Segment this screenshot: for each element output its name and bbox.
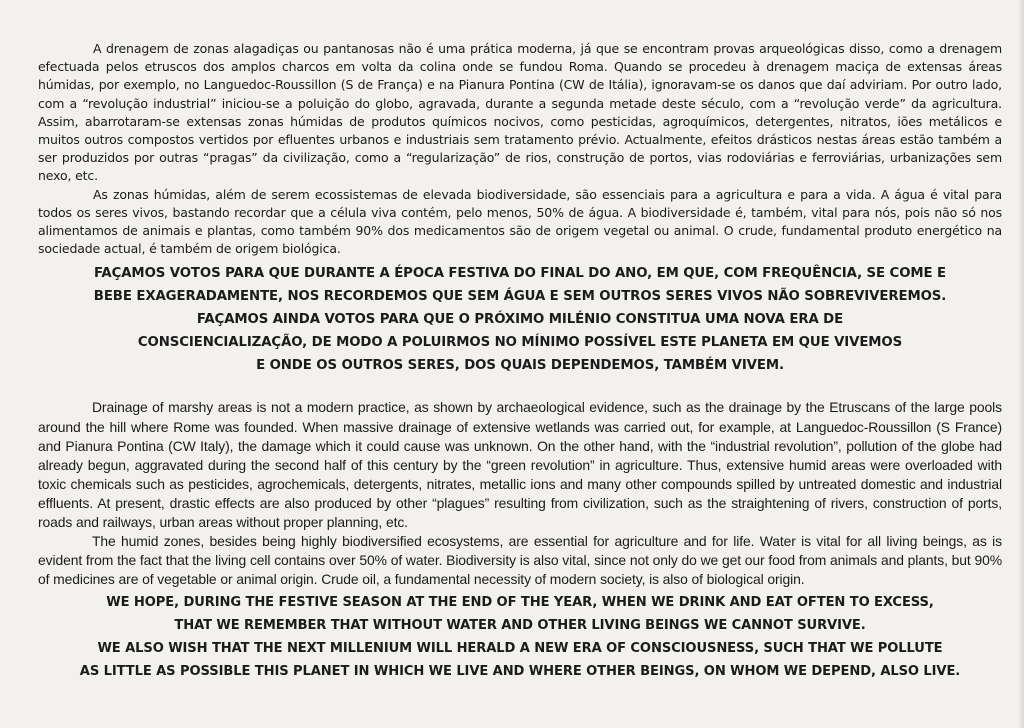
portuguese-text bbox=[38, 40, 1002, 258]
portuguese-paragraph-2: As zonas húmidas, além de serem ecossistemas de elevada biodiversidade, são essenciais para a agricultura e para a vida. A água é vital para todos os seres vivos, bastando recordar que a célula viva contém, pelo menos, 50% de água. A biodiversidade é, também, vital para nós, pois não só nos alimentamos de animais e plantas, como também 90% dos medicamentos são de origem vegetal ou animal. O crude, fundamental produto energético na sociedade actual, é também de origem biológica. bbox=[38, 186, 1002, 257]
portuguese-closing-line: FAÇAMOS AINDA VOTOS PARA QUE O PRÓXIMO MILÉNIO CONSTITUA UMA NOVA ERA DE bbox=[196, 312, 844, 328]
paper-edge bbox=[1018, 0, 1024, 728]
portuguese-closing-line: BEBE EXAGERADAMENTE, NOS RECORDEMOS QUE SEM ÁGUA E SEM OUTROS SERES VIVOS NÃO SOBREVIVEREMOS. bbox=[93, 289, 947, 305]
english-closing-line: AS LITTLE AS POSSIBLE THIS PLANET IN WHICH WE LIVE AND WHERE OTHER BEINGS, ON WHOM WE DEPEND, ALSO LIVE. bbox=[79, 664, 961, 680]
english-closing-line: WE ALSO WISH THAT THE NEXT MILLENIUM WILL HERALD A NEW ERA OF CONSCIOUSNESS, SUCH THAT WE POLLUTE bbox=[97, 641, 943, 657]
portuguese-closing-message bbox=[38, 262, 1002, 377]
portuguese-closing-line: E ONDE OS OUTROS SERES, DOS QUAIS DEPENDEMOS, TAMBÉM VIVEM. bbox=[256, 358, 784, 374]
english-closing-line: WE HOPE, DURING THE FESTIVE SEASON AT THE END OF THE YEAR, WHEN WE DRINK AND EAT OFTEN TO EXCESS, bbox=[106, 595, 934, 611]
english-closing-line: THAT WE REMEMBER THAT WITHOUT WATER AND OTHER LIVING BEINGS WE CANNOT SURVIVE. bbox=[174, 618, 866, 634]
portuguese-closing-line: FAÇAMOS VOTOS PARA QUE DURANTE A ÉPOCA FESTIVA DO FINAL DO ANO, EM QUE, COM FREQUÊNCIA, SE COME E bbox=[93, 266, 947, 282]
portuguese-paragraph-1: A drenagem de zonas alagadiças ou pantanosas não é uma prática moderna, já que se encontram provas arqueológicas disso, como a drenagem efectuada pelos etruscos dos amplos charcos em volta da colina onde se fundou Roma. Quando se procedeu à drenagem maciça de extensas áreas húmidas, por exemplo, no Languedoc-Roussillon (S de França) e na Pianura Pontina (CW de Itália), ignoravam-se os danos que daí adviriam. Por outro lado, com a “revolução industrial” iniciou-se a poluição do globo, agravada, durante a segunda metade deste século, com a “revolução verde” da agricultura. Assim, abarrotaram-se extensas zonas húmidas de produtos químicos nocivos, como pesticidas, agroquímicos, detergentes, nitratos, iões metálicos e muitos outros compostos vertidos por efluentes urbanos e industriais sem tratamento prévio. Actualmente, efeitos drásticos nestas áreas estão também a ser produzidos por outras “pragas” da civilização, como a “regularização” de rios, construção de portos, vias rodoviárias e ferroviárias, urbanizações sem nexo, etc. bbox=[38, 41, 1002, 184]
english-paragraph-2: The humid zones, besides being highly biodiversified ecosystems, are essential for agriculture and for life. Water is vital for all living beings, as is evident from the fact that the living cell contains over 50% of water. Biodiversity is also vital, since not only do we get our food from animals and plants, but 90% of medicines are of vegetable or animal origin. Crude oil, a fundamental necessity of modern society, is also of biological origin. bbox=[38, 533, 1002, 588]
english-closing-message bbox=[38, 591, 1002, 683]
english-paragraph-1: Drainage of marshy areas is not a modern practice, as shown by archaeological evidence, such as the drainage by the Etruscans of the large pools around the hill where Rome was founded. When massive drainage of extensive wetlands was carried out, for example, at Languedoc-Roussillon (S France) and Pianura Pontina (CW Italy), the damage which it could cause was unknown. On the other hand, with the “industrial revolution”, pollution of the globe had already begun, aggravated during the second half of this century by the “green revolution” in agriculture. Thus, extensive humid areas were overloaded with toxic chemicals such as pesticides, agrochemicals, detergents, nitrates, metallic ions and many other compounds spilled by untreated domestic and industrial effluents. At present, drastic effects are also produced by other “plagues” resulting from civilization, such as the straightening of rivers, construction of ports, roads and railways, urban areas without proper planning, etc. bbox=[38, 399, 1002, 530]
english-text bbox=[38, 398, 1002, 589]
portuguese-closing-line: CONSCIENCIALIZAÇÃO, DE MODO A POLUIRMOS NO MÍNIMO POSSÍVEL ESTE PLANETA EM QUE VIVEMOS bbox=[137, 335, 903, 351]
